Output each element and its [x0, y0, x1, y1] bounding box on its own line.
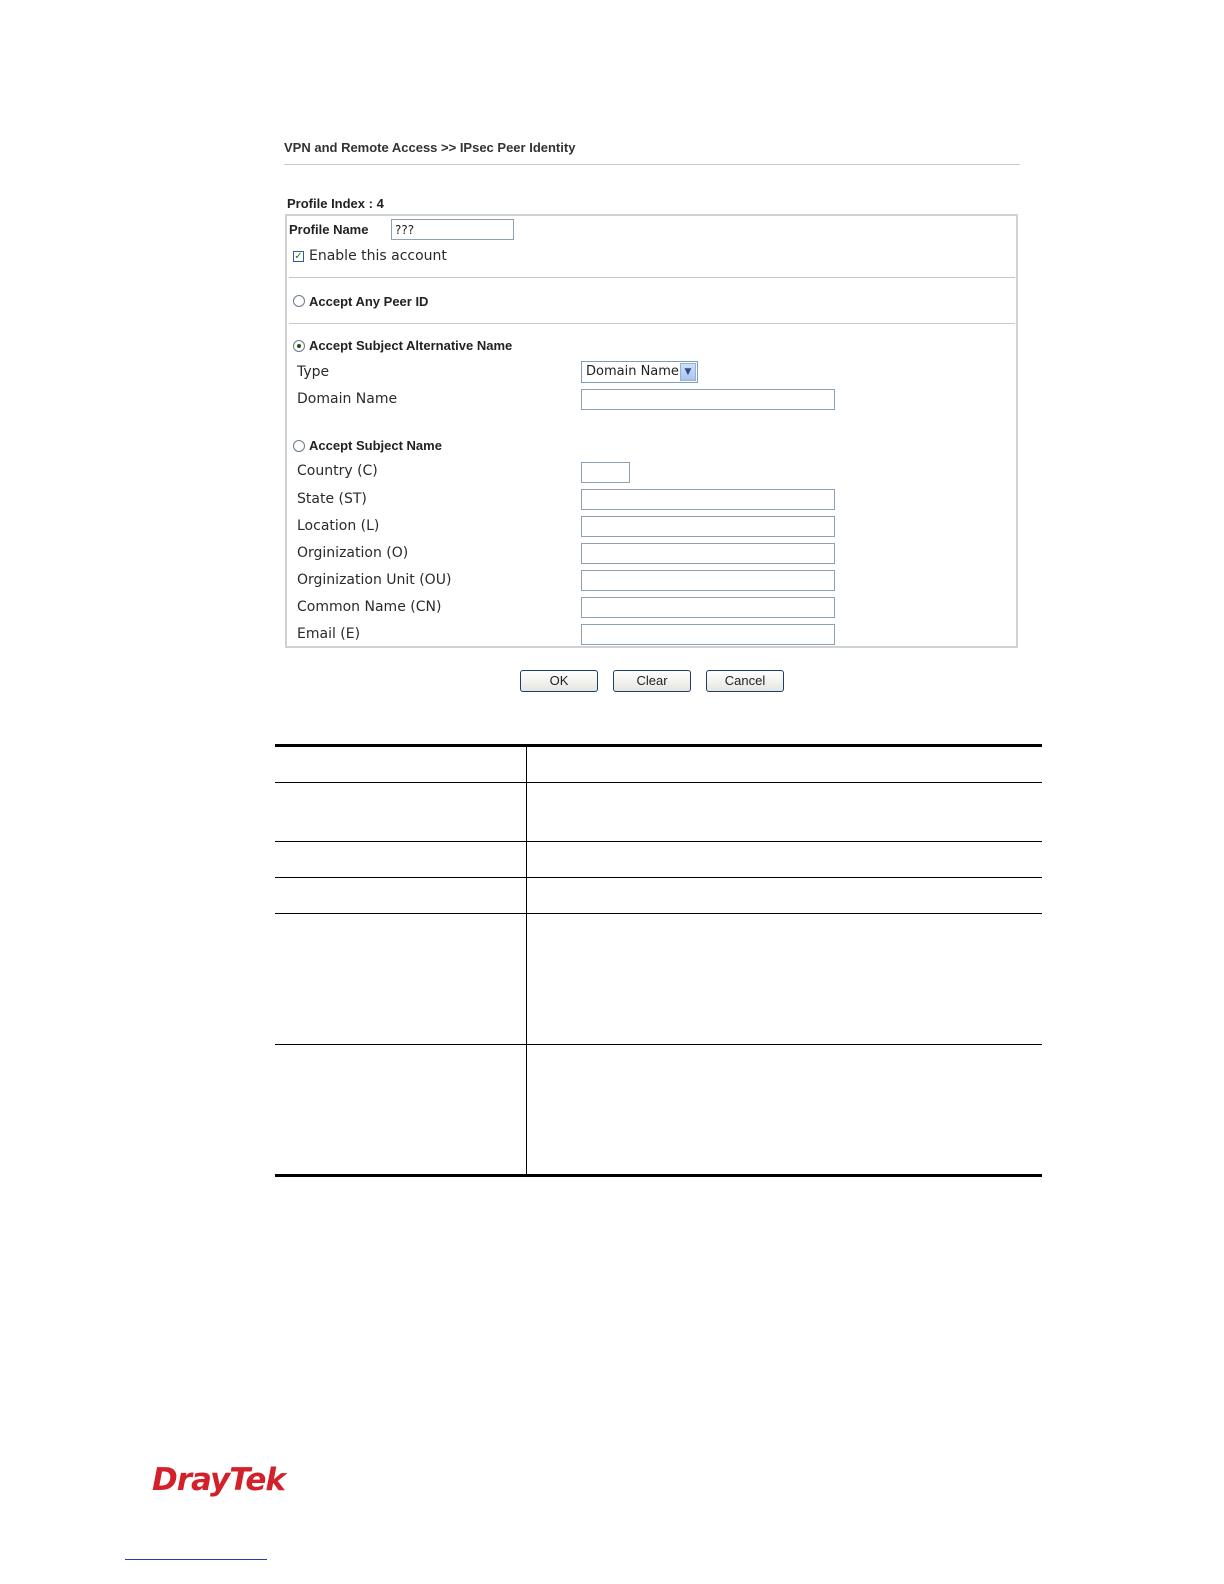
profile-name-input[interactable]	[391, 219, 514, 240]
table-bottom-border	[275, 1174, 1042, 1177]
state-label: State (ST)	[297, 491, 367, 507]
email-input[interactable]	[581, 624, 835, 645]
country-input[interactable]	[581, 462, 630, 483]
email-label: Email (E)	[297, 626, 361, 642]
type-select[interactable]	[581, 361, 698, 383]
type-label: Type	[297, 364, 330, 380]
accept-subject-name-label: Accept Subject Name	[309, 438, 442, 453]
cancel-button[interactable]: Cancel	[706, 670, 784, 692]
section-divider	[289, 277, 1015, 278]
organization-label: Orginization (O)	[297, 545, 409, 561]
accept-alt-name-label: Accept Subject Alternative Name	[309, 338, 513, 353]
section-divider	[289, 323, 1015, 324]
domain-name-label: Domain Name	[297, 391, 398, 407]
enable-account-label: Enable this account	[309, 248, 447, 264]
accept-subject-name-radio[interactable]	[293, 440, 305, 452]
title-divider	[284, 164, 1020, 165]
organization-input[interactable]	[581, 543, 835, 564]
location-input[interactable]	[581, 516, 835, 537]
type-select-value: Domain Name	[586, 364, 679, 379]
table-row-divider	[275, 877, 1042, 878]
clear-button[interactable]: Clear	[613, 670, 691, 692]
common-name-label: Common Name (CN)	[297, 599, 442, 615]
table-row-divider	[275, 841, 1042, 842]
table-row-divider	[275, 913, 1042, 914]
organization-unit-input[interactable]	[581, 570, 835, 591]
common-name-input[interactable]	[581, 597, 835, 618]
organization-unit-label: Orginization Unit (OU)	[297, 572, 452, 588]
chevron-down-icon[interactable]: ▼	[680, 363, 696, 381]
footer-divider	[125, 1559, 267, 1560]
page-title: VPN and Remote Access >> IPsec Peer Identity	[284, 140, 576, 155]
table-row-divider	[275, 782, 1042, 783]
domain-name-input[interactable]	[581, 389, 835, 410]
country-label: Country (C)	[297, 463, 378, 479]
ok-button[interactable]: OK	[520, 670, 598, 692]
draytek-logo: DrayTek	[152, 1462, 285, 1498]
location-label: Location (L)	[297, 518, 380, 534]
accept-any-peer-radio[interactable]	[293, 295, 305, 307]
accept-alt-name-radio[interactable]	[293, 340, 305, 352]
profile-name-label: Profile Name	[289, 222, 369, 237]
enable-account-checkbox[interactable]: ✓	[294, 251, 303, 262]
accept-any-peer-label: Accept Any Peer ID	[309, 294, 429, 309]
table-row-divider	[275, 1044, 1042, 1045]
table-top-border	[275, 744, 1042, 747]
profile-index-label: Profile Index : 4	[287, 196, 384, 211]
table-column-divider	[526, 746, 527, 1175]
state-input[interactable]	[581, 489, 835, 510]
